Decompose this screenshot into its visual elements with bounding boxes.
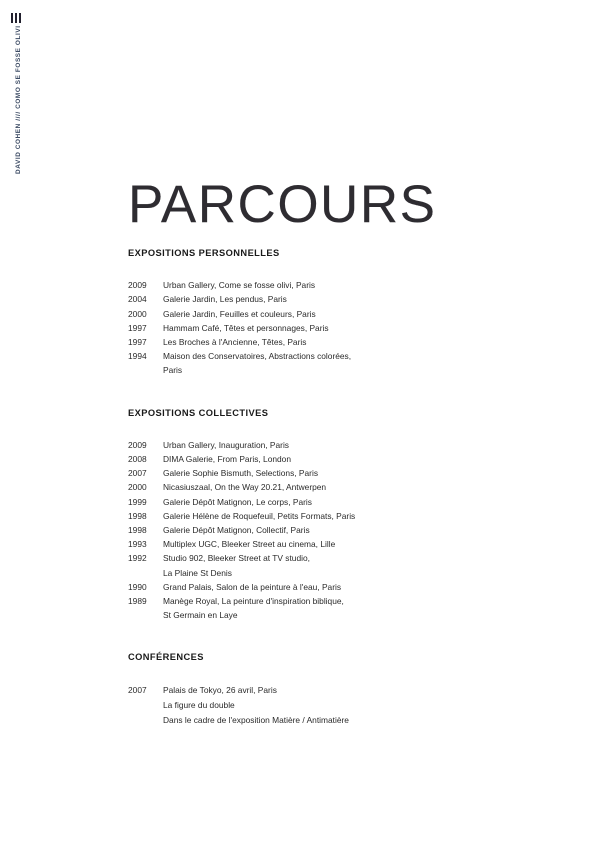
entry-line: Studio 902, Bleeker Street at TV studio, <box>163 553 310 564</box>
entry-description <box>163 292 548 306</box>
entry-description <box>163 495 548 509</box>
entry-row <box>128 537 548 551</box>
entry-line: Galerie Dépôt Matignon, Le corps, Paris <box>163 496 312 507</box>
entry-line: DIMA Galerie, From Paris, London <box>163 453 292 464</box>
section-expositions-collectives <box>128 408 548 623</box>
entry-year: 1997 <box>128 336 147 347</box>
entry-description <box>163 335 548 349</box>
entry-line: La figure du double <box>163 699 235 710</box>
entry-line: Urban Gallery, Come se fosse olivi, Paris <box>163 280 316 291</box>
entry-row <box>128 292 548 306</box>
entry-row <box>128 307 548 321</box>
left-sidebar <box>0 0 40 848</box>
entry-year: 2008 <box>128 453 147 464</box>
entry-row <box>128 278 548 292</box>
entry-year: 1993 <box>128 539 147 550</box>
entry-line: Galerie Hélène de Roquefeuil, Petits Formats, Paris <box>163 510 356 521</box>
entry-row <box>128 321 548 335</box>
section-heading: EXPOSITIONS COLLECTIVES <box>128 407 269 418</box>
section-heading: CONFÉRENCES <box>128 652 204 663</box>
entry-description <box>163 594 548 622</box>
entry-row <box>128 335 548 349</box>
entry-row <box>128 466 548 480</box>
page-title: PARCOURS <box>128 174 437 234</box>
entry-line: Hammam Café, Têtes et personnages, Paris <box>163 322 329 333</box>
entry-description <box>163 321 548 335</box>
entry-year: 1989 <box>128 595 147 606</box>
entry-line: Manège Royal, La peinture d'inspiration biblique, <box>163 595 344 606</box>
entry-row <box>128 438 548 452</box>
sections-container <box>128 248 548 729</box>
entry-description <box>163 278 548 292</box>
entry-line: Palais de Tokyo, 26 avril, Paris <box>163 684 277 695</box>
entry-year: 2000 <box>128 308 147 319</box>
entry-line: Multiplex UGC, Bleeker Street au cinema, Lille <box>163 539 336 550</box>
vertical-sidebar-label <box>11 25 22 174</box>
entry-row <box>128 480 548 494</box>
entry-year: 2007 <box>128 684 147 695</box>
entry-description <box>163 683 548 729</box>
entry-line: Grand Palais, Salon de la peinture à l'eau, Paris <box>163 581 342 592</box>
entry-description <box>163 580 548 594</box>
section-conferences <box>128 652 548 728</box>
section-heading: EXPOSITIONS PERSONNELLES <box>128 248 280 258</box>
entry-line: St Germain en Laye <box>163 610 238 621</box>
entry-year: 2009 <box>128 280 147 291</box>
entry-line: La Plaine St Denis <box>163 567 232 578</box>
entry-row <box>128 551 548 579</box>
entry-line: Galerie Jardin, Feuilles et couleurs, Paris <box>163 308 316 319</box>
entry-row <box>128 594 548 622</box>
entry-year: 1998 <box>128 524 147 535</box>
entry-year: 1990 <box>128 581 147 592</box>
entry-line: Nicasiuszaal, On the Way 20.21, Antwerpen <box>163 482 327 493</box>
entry-line: Dans le cadre de l'exposition Matière / Antimatière <box>163 715 349 726</box>
entry-description <box>163 551 548 579</box>
entry-description <box>163 523 548 537</box>
entry-line: Galerie Sophie Bismuth, Selections, Paris <box>163 468 319 479</box>
entry-year: 1997 <box>128 322 147 333</box>
entry-row <box>128 452 548 466</box>
section-expositions-personnelles <box>128 248 548 378</box>
entry-description <box>163 307 548 321</box>
entry-row <box>128 580 548 594</box>
entry-line: Galerie Dépôt Matignon, Collectif, Paris <box>163 524 310 535</box>
entry-row <box>128 495 548 509</box>
entry-line: Galerie Jardin, Les pendus, Paris <box>163 294 287 305</box>
entry-description <box>163 466 548 480</box>
vertical-sidebar-label-text: DAVID COHEN //// COMO SE FOSSE OLIVI <box>15 25 22 174</box>
entry-year: 1994 <box>128 351 147 362</box>
entry-line: Urban Gallery, Inauguration, Paris <box>163 439 289 450</box>
entry-year: 2004 <box>128 294 147 305</box>
entry-year: 2000 <box>128 482 147 493</box>
entry-description <box>163 438 548 452</box>
grid-square-logo-icon <box>11 13 21 23</box>
entry-description <box>163 349 548 377</box>
entry-year: 1992 <box>128 553 147 564</box>
entry-row <box>128 683 548 729</box>
entry-year: 1998 <box>128 510 147 521</box>
entry-description <box>163 480 548 494</box>
entry-row <box>128 523 548 537</box>
entry-description <box>163 537 548 551</box>
entry-year: 1999 <box>128 496 147 507</box>
entry-description <box>163 509 548 523</box>
entry-line: Les Broches à l'Ancienne, Têtes, Paris <box>163 336 307 347</box>
entry-line: Maison des Conservatoires, Abstractions colorées, <box>163 351 352 362</box>
entry-description <box>163 452 548 466</box>
entry-year: 2007 <box>128 468 147 479</box>
entry-line: Paris <box>163 365 183 376</box>
entry-row <box>128 349 548 377</box>
entry-year: 2009 <box>128 439 147 450</box>
entry-row <box>128 509 548 523</box>
